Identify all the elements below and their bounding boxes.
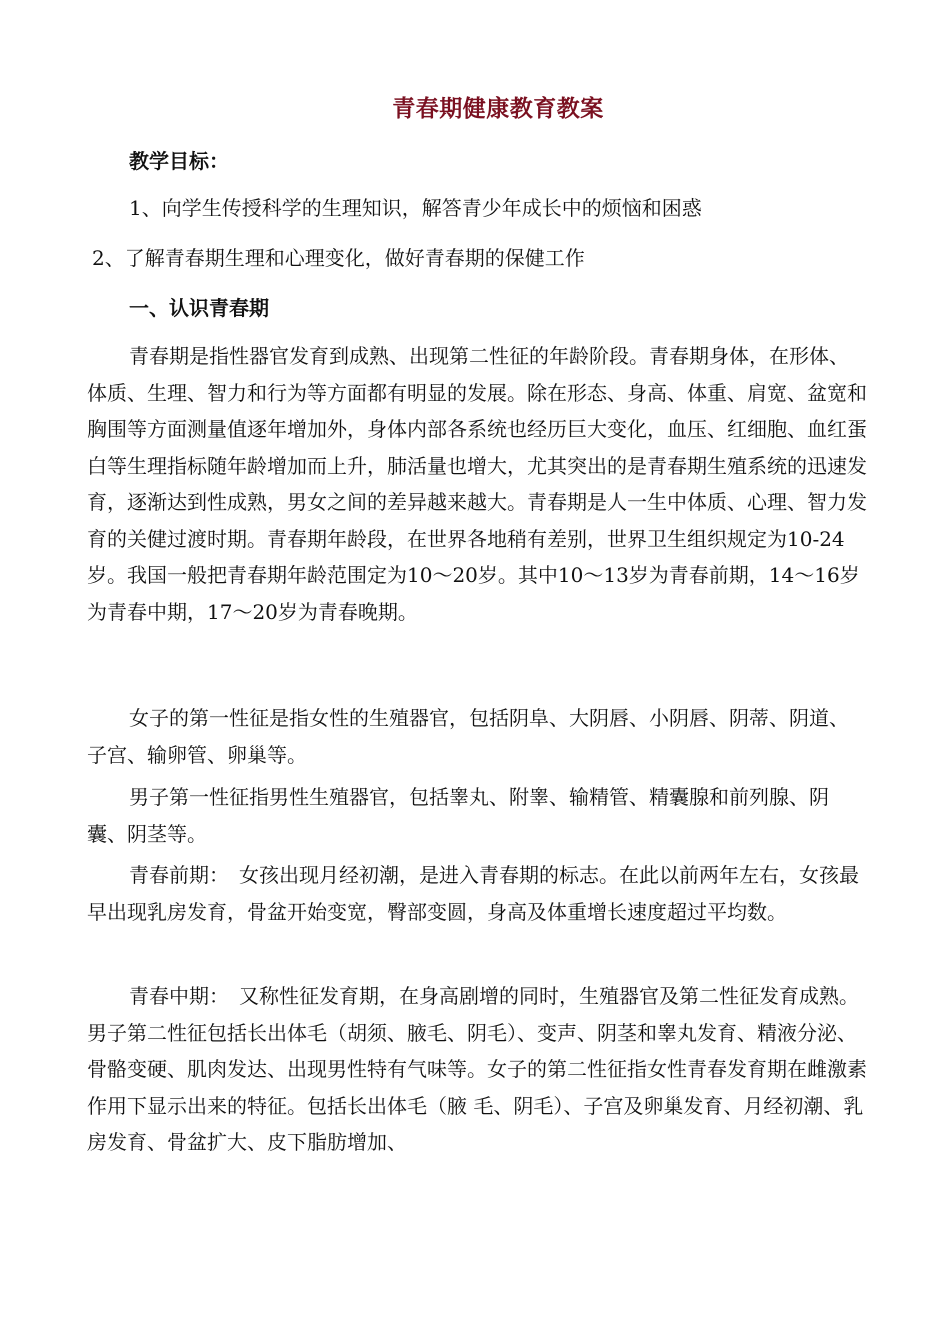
paragraph-female-primary-traits: 女子的第一性征是指女性的生殖器官，包括阴阜、大阴唇、小阴唇、阴蒂、阴道、子宫、输卵管、卵巢等。 (87, 706, 849, 767)
paragraph-early-puberty: 青春前期： 女孩出现月经初潮，是进入青春期的标志。在此以前两年左右，女孩最早出现乳房发育，骨盆开始变宽，臀部变圆，身高及体重增长速度超过平均数。 (87, 863, 859, 924)
document-title: 青春期健康教育教案 (392, 95, 604, 122)
paragraph-male-primary-traits: 男子第一性征指男性生殖器官，包括睾丸、附睾、输精管、精囊腺和前列腺、阴囊、阴茎等。 (87, 785, 829, 846)
paragraph-puberty-definition: 青春期是指性器官发育到成熟、出现第二性征的年龄阶段。青春期身体，在形体、体质、生理、智力和行为等方面都有明显的发展。除在形态、身高、体重、肩宽、盆宽和胸围等方面测量值逐年增加外，身体内部各系统也经历巨大变化，血压、红细胞、血红蛋白等生理指标随年龄增加而上升，肺活量也增大，尤其突出的是青春期生殖系统的迅速发育，逐渐达到性成熟，男女之间的差异越来越大。青春期是人一生中体质、心理、智力发育的关健过渡时期。青春期年龄段，在世界各地稍有差别，世界卫生组织规定为10-24岁。我国一般把青春期年龄范围定为10～20岁。其中10～13岁为青春前期，14～16岁为青春中期，17～20岁为青春晚期。 (87, 344, 867, 624)
objective-item-1: 1、向学生传授科学的生理知识，解答青少年成长中的烦恼和困惑 (129, 196, 702, 220)
paragraph-mid-puberty: 青春中期： 又称性征发育期，在身高剧增的同时，生殖器官及第二性征发育成熟。男子第二性征包括长出体毛（胡须、腋毛、阴毛）、变声、阴茎和睾丸发育、精液分泌、骨骼变硬、肌肉发达、出现男性特有气味等。女子的第二性征指女性青春发育期在雌激素作用下显示出来的特征。包括长出体毛（腋 毛、阴毛）、子宫及卵巢发育、月经初潮、乳房发育、骨盆扩大、皮下脂肪增加、 (87, 984, 867, 1154)
section-heading-recognize-puberty: 一、认识青春期 (129, 296, 269, 320)
objective-item-2: 2、了解青春期生理和心理变化，做好青春期的保健工作 (92, 246, 585, 270)
objectives-heading: 教学目标： (129, 149, 229, 173)
